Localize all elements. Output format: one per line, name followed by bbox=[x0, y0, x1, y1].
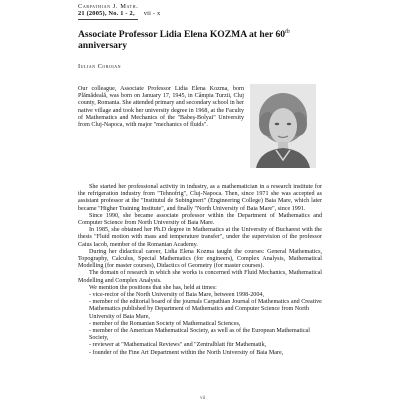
header-rule bbox=[78, 19, 138, 20]
paragraph-phd: In 1985, she obtained her Ph.D degree in Mathematics at the University of Bucharest with the thesis "Fluid motion with mass and temperature transfer", under the supervision of the professor Caius Iacob, member of the Romanian Academy. bbox=[78, 227, 322, 248]
journal-name: Carpathian J. Math. bbox=[78, 3, 139, 10]
paragraph-positions-intro: We mention the positions that she has, held at times: bbox=[89, 284, 217, 291]
paragraph-intro: Our colleague, Associate Professor Lidia Elena Kozma, born Plămădeală, was born on January 17, 1945, in Câmpia Turzii, Cluj county, Romania. She attended primary and secondary school in her native village and took her university degree in 1968, at the Faculty of Mathematics and Mechanics of the "Babeş-Bolyai" University from Cluj-Napoca, with major "mechanics of fluids". bbox=[78, 86, 244, 129]
page-number: vii bbox=[200, 396, 206, 401]
title-suffix: anniversary bbox=[78, 39, 128, 51]
journal-volume-line bbox=[78, 10, 160, 17]
article-title bbox=[78, 27, 378, 51]
portrait-image bbox=[250, 84, 316, 168]
title-prefix: Associate Professor Lidia Elena KOZMA at her 60 bbox=[78, 29, 286, 41]
position-item: - member of the Romanian Society of Mathematical Sciences, bbox=[89, 320, 241, 327]
position-item: - founder of the Fine Art Department within the North University of Baia Mare, bbox=[89, 349, 284, 356]
position-item: - member of the American Mathematical Society, as well as of the European Mathematical Society, bbox=[89, 328, 310, 342]
position-item: - member of the editorial board of the journals Carpathian Journal of Mathematics and Creative Mathematics published by Department of Mathematics and Computer Science from North University of Baia Mare, bbox=[89, 299, 322, 320]
title-superscript: th bbox=[285, 29, 290, 35]
journal-header bbox=[78, 3, 160, 17]
paragraph-research: The domain of research in which she works is concerned with Fluid Mechanics, Mathematical Modelling and Complex Analysis. bbox=[78, 270, 322, 284]
paragraph-career: She started her professional activity in industry, as a mathematician in a research institute for the refrigeration industry from "Tehnofrig", Cluj-Napoca. Then, since 1971 she was accepted as assistant professor at the "Institutul de Subingineri" (Engineering College) Baia Mare, which later became "Higher Training Institute", and finally "North University of Baia Mare", since 1991. bbox=[78, 184, 322, 212]
journal-volume-issue: 21 (2005), No. 1 - 2, bbox=[78, 10, 135, 17]
article-body bbox=[78, 184, 322, 357]
author-name: Iulian Coroian bbox=[78, 63, 121, 70]
journal-pages: vii - x bbox=[143, 10, 161, 17]
paragraph-associate-professor: Since 1990, she became associate professor within the Department of Mathematics and Computer Science from North University of Baia Mare. bbox=[78, 212, 322, 227]
position-item: - reviewer at "Mathematical Reviews" and "Zentralblatt für Mathematik, bbox=[89, 342, 267, 349]
portrait-photo bbox=[250, 84, 316, 168]
position-item: - vice-rector of the North University of Baia Mare, between 1998-2004, bbox=[89, 292, 264, 299]
paragraph-courses: During her didactical career, Lidia Elena Kozma taught the courses: General Mathematics, Topography, Calculus, Special Mathematics (for engineers), Complex Analysis, Mathematical Modelling (for master courses), Didactics of Geometry (for master courses). bbox=[78, 248, 322, 270]
